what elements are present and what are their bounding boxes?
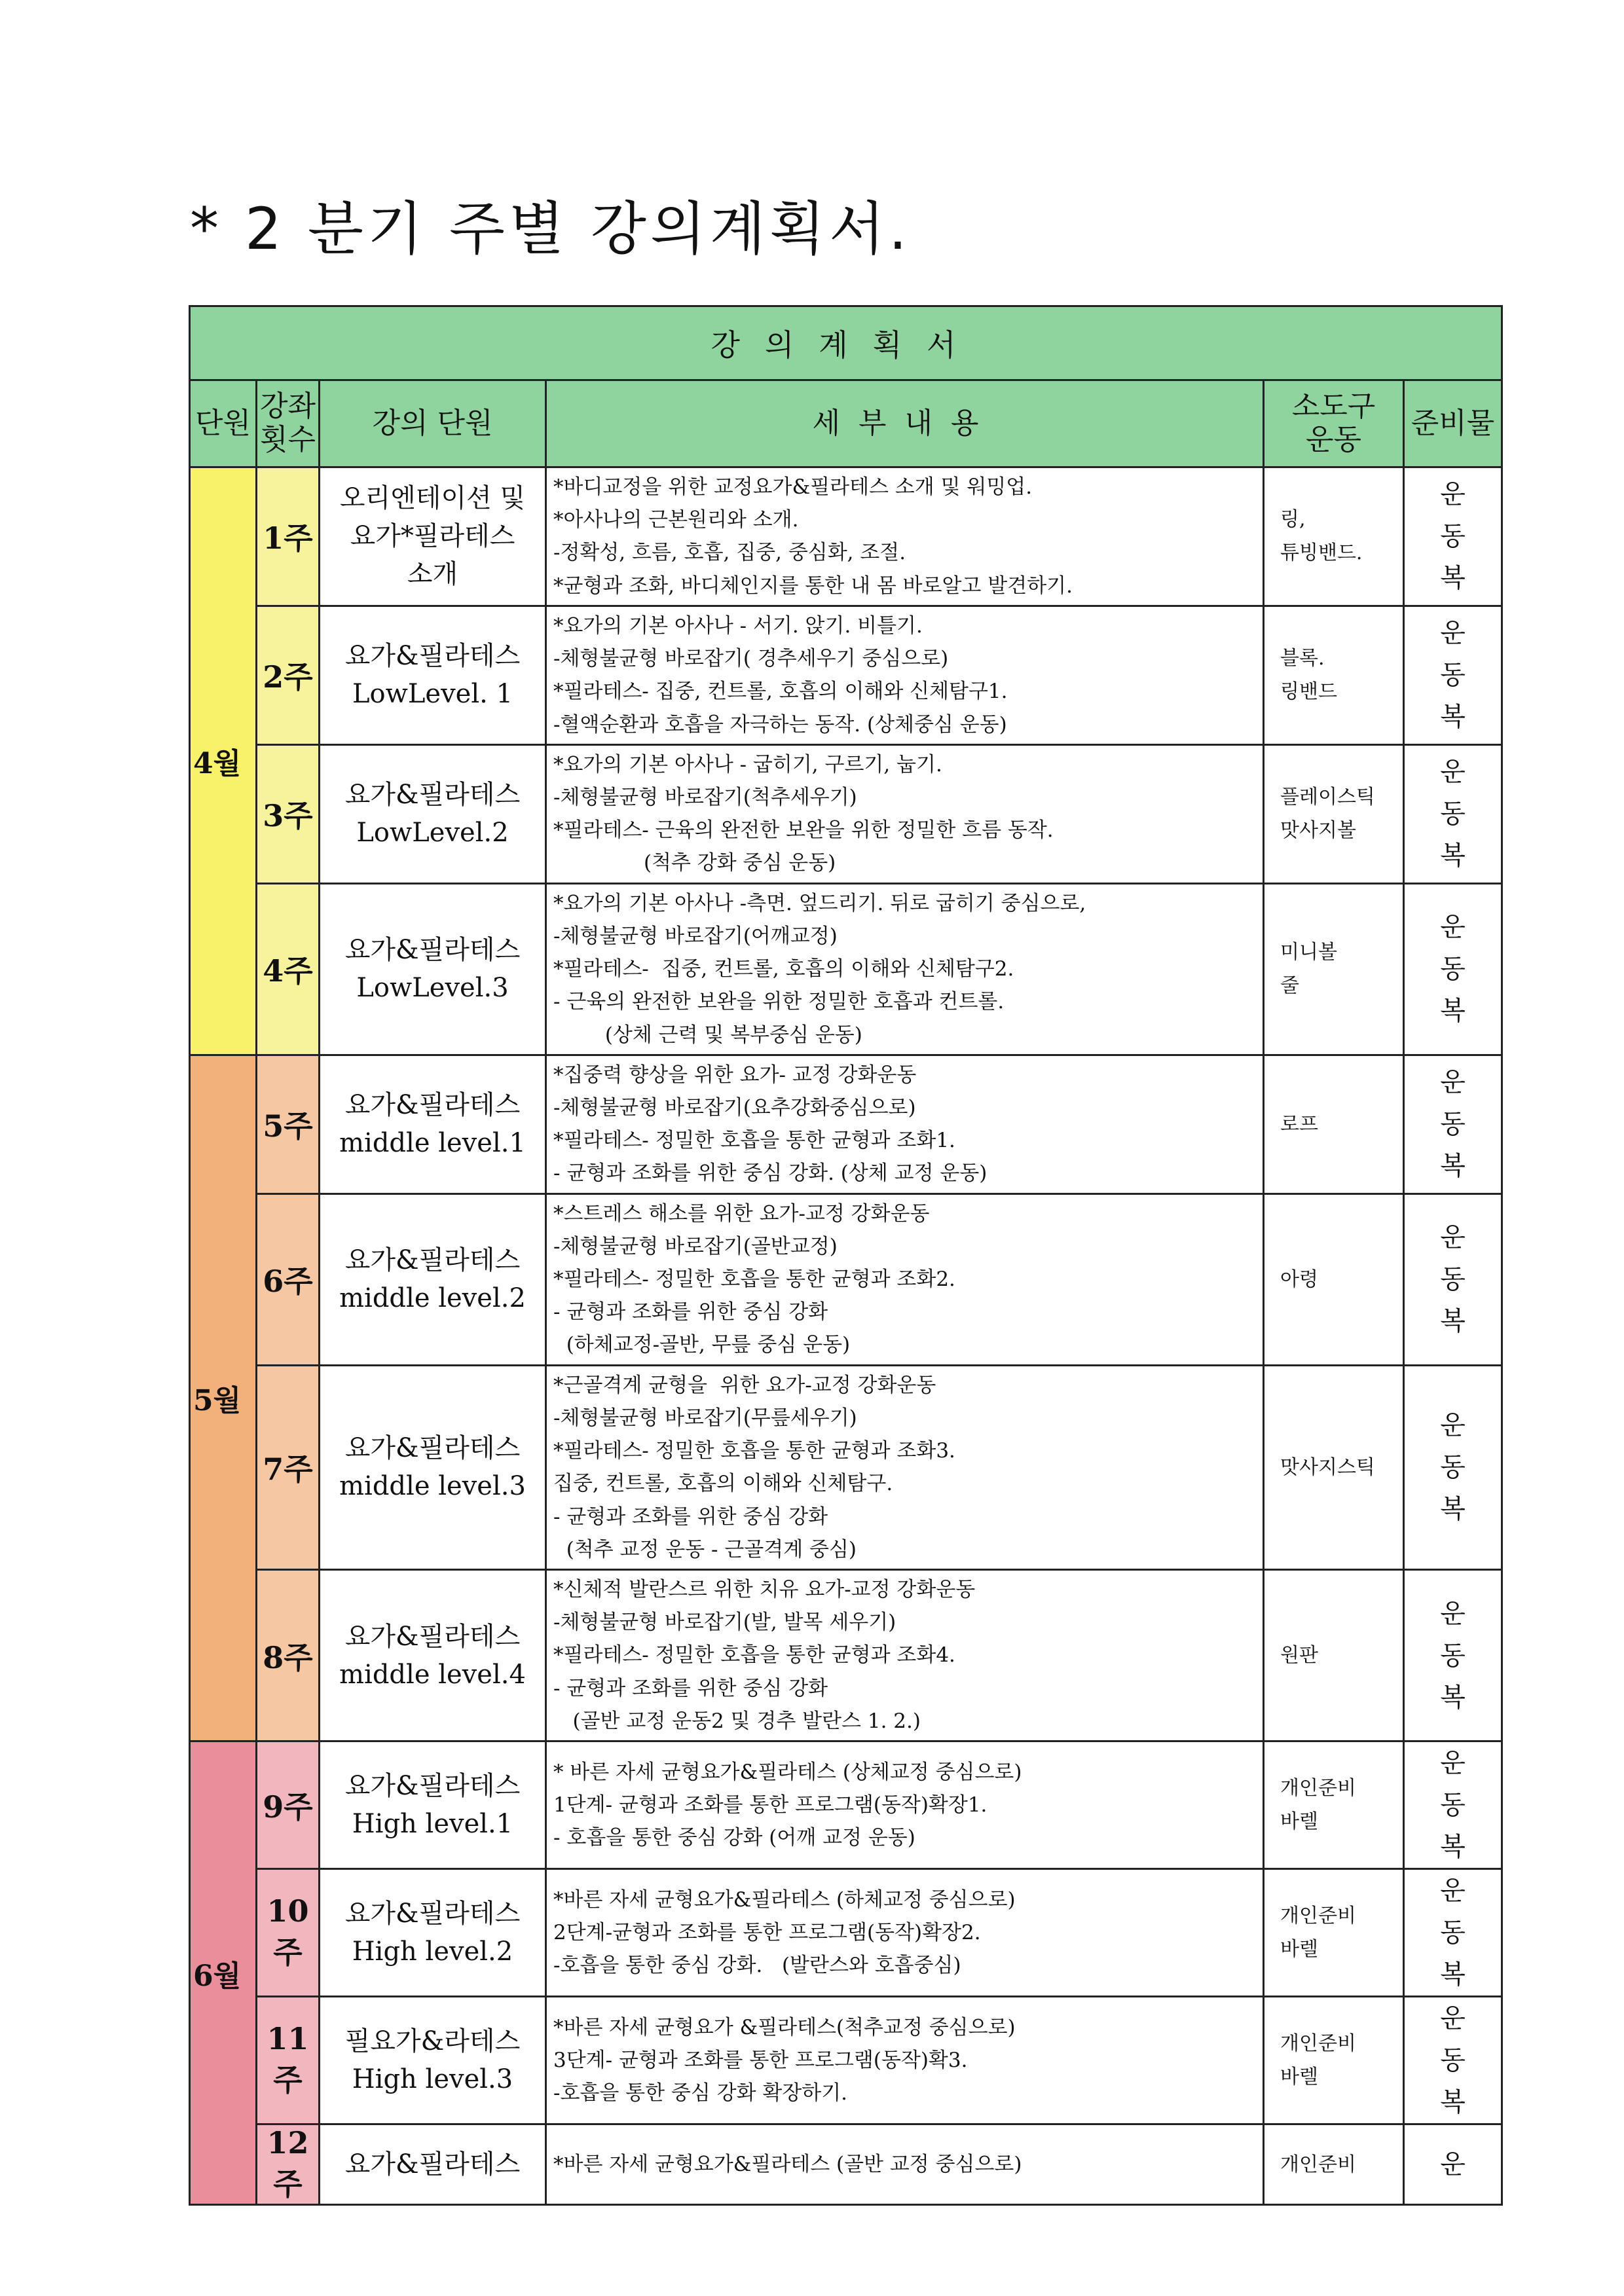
detail-line: *필라테스- 정밀한 호흡을 통한 균형과 조화4. xyxy=(553,1643,955,1667)
detail-cell xyxy=(546,467,1264,606)
lecture-unit-cell: 오리엔테이션 및 요가*필라테스 소개 xyxy=(320,467,546,606)
detail-line: (골반 교정 운동2 및 경추 발란스 1. 2.) xyxy=(553,1709,921,1733)
detail-line: *필라테스- 정밀한 호흡을 통한 균형과 조화2. xyxy=(553,1267,955,1292)
detail-line: *스트레스 해소를 위한 요가-교정 강화운동 xyxy=(553,1201,930,1226)
table-row xyxy=(190,1997,1502,2124)
lecture-unit-cell: 필요가&라테스 High level.3 xyxy=(320,1997,546,2124)
detail-line: 2단계-균형과 조화를 통한 프로그램(동작)확장2. xyxy=(553,1920,981,1944)
table-row xyxy=(190,883,1502,1055)
detail-line: (척추 교정 운동 - 근골격계 중심) xyxy=(553,1537,857,1561)
table-row xyxy=(190,744,1502,883)
week-cell: 10주 xyxy=(257,1869,320,1997)
table-row xyxy=(190,1365,1502,1569)
table-row xyxy=(190,1741,1502,1869)
tools-cell: 아령 xyxy=(1264,1194,1404,1365)
detail-line: -체형불균형 바로잡기(어깨교정) xyxy=(553,924,838,948)
lecture-unit-cell: 요가&필라테스 middle level.1 xyxy=(320,1055,546,1194)
detail-line: - 호흡을 통한 중심 강화 (어깨 교정 운동) xyxy=(553,1826,915,1850)
prep-cell: 운 동 복 xyxy=(1404,1055,1502,1194)
lecture-unit-cell: 요가&필라테스 middle level.4 xyxy=(320,1570,546,1741)
prep-cell: 운 동 복 xyxy=(1404,1869,1502,1997)
tools-cell: 플레이스틱 맛사지볼 xyxy=(1264,744,1404,883)
tools-cell: 개인준비 xyxy=(1264,2124,1404,2205)
detail-line: -혈액순환과 호흡을 자극하는 동작. (상체중심 운동) xyxy=(553,712,1007,737)
table-body xyxy=(190,467,1502,2205)
detail-line: *아사나의 근본원리와 소개. xyxy=(553,508,799,532)
header-row xyxy=(190,380,1502,467)
table-row xyxy=(190,606,1502,744)
detail-line: *바른 자세 균형요가&필라테스 (하체교정 중심으로) xyxy=(553,1887,1016,1912)
week-cell: 7주 xyxy=(257,1365,320,1569)
page-title: * 2 분기 주별 강의계획서. xyxy=(190,195,911,263)
detail-line: 집중, 컨트롤, 호흡의 이해와 신체탐구. xyxy=(553,1472,893,1496)
detail-line: *필라테스- 집중, 컨트롤, 호흡의 이해와 신체탐구2. xyxy=(553,957,1014,981)
detail-cell xyxy=(546,1741,1264,1869)
table-row xyxy=(190,1194,1502,1365)
tools-cell: 개인준비 바렐 xyxy=(1264,1869,1404,1997)
detail-line: -체형불균형 바로잡기(골반교정) xyxy=(553,1234,838,1258)
month-cell: 6월 xyxy=(190,1741,257,2205)
tools-cell: 맛사지스틱 xyxy=(1264,1365,1404,1569)
header-lecture-unit: 강의 단원 xyxy=(320,380,546,467)
lecture-unit-cell: 요가&필라테스 High level.2 xyxy=(320,1869,546,1997)
detail-line: 1단계- 균형과 조화를 통한 프로그램(동작)확장1. xyxy=(553,1793,987,1817)
header-session: 강좌 횟수 xyxy=(257,380,320,467)
detail-line: - 균형과 조화를 위한 중심 강화 xyxy=(553,1300,828,1324)
detail-line: *요가의 기본 아사나 -측면. 엎드리기. 뒤로 굽히기 중심으로, xyxy=(553,891,1086,915)
detail-line: *집중력 향상을 위한 요가- 교정 강화운동 xyxy=(553,1063,917,1087)
month-cell: 4월 xyxy=(190,467,257,1055)
detail-line: *요가의 기본 아사나 - 서기. 앉기. 비틀기. xyxy=(553,613,923,638)
week-cell: 6주 xyxy=(257,1194,320,1365)
detail-line: *필라테스- 집중, 컨트롤, 호흡의 이해와 신체탐구1. xyxy=(553,680,1008,704)
prep-cell: 운 동 복 xyxy=(1404,467,1502,606)
prep-cell: 운 동 복 xyxy=(1404,883,1502,1055)
detail-cell xyxy=(546,2124,1264,2205)
detail-line: (상체 근력 및 복부중심 운동) xyxy=(553,1023,862,1047)
header-unit: 단원 xyxy=(190,380,257,467)
lecture-plan-table xyxy=(189,305,1503,2206)
detail-line: - 균형과 조화를 위한 중심 강화 xyxy=(553,1504,828,1529)
detail-line: *균형과 조화, 바디체인지를 통한 내 몸 바로알고 발견하기. xyxy=(553,574,1073,598)
detail-line: *신체적 발란스르 위한 치유 요가-교정 강화운동 xyxy=(553,1578,976,1601)
header-prep: 준비물 xyxy=(1404,380,1502,467)
detail-line: *필라테스- 근육의 완전한 보완을 위한 정밀한 흐름 동작. xyxy=(553,818,1054,843)
prep-cell: 운 동 복 xyxy=(1404,744,1502,883)
detail-cell xyxy=(546,1365,1264,1569)
header-tools: 소도구 운동 xyxy=(1264,380,1404,467)
detail-line: -호흡을 통한 중심 강화. (발란스와 호흡중심) xyxy=(553,1954,961,1978)
detail-line: -체형불균형 바로잡기(척추세우기) xyxy=(553,785,857,809)
detail-line: -체형불균형 바로잡기(요추강화중심으로) xyxy=(553,1095,916,1120)
detail-line: - 균형과 조화를 위한 중심 강화. (상체 교정 운동) xyxy=(553,1161,987,1186)
detail-line: -체형불균형 바로잡기(무릎세우기) xyxy=(553,1406,857,1430)
week-cell: 2주 xyxy=(257,606,320,744)
detail-cell xyxy=(546,1055,1264,1194)
tools-cell: 블록. 링밴드 xyxy=(1264,606,1404,744)
detail-cell xyxy=(546,1194,1264,1365)
week-cell: 3주 xyxy=(257,744,320,883)
detail-line: * 바른 자세 균형요가&필라테스 (상체교정 중심으로) xyxy=(553,1760,1022,1784)
table-row xyxy=(190,2124,1502,2205)
detail-cell xyxy=(546,1869,1264,1997)
tools-cell: 개인준비 바렐 xyxy=(1264,1997,1404,2124)
detail-line: -체형불균형 바로잡기( 경추세우기 중심으로) xyxy=(553,647,949,671)
prep-cell: 운 동 복 xyxy=(1404,1194,1502,1365)
lecture-unit-cell: 요가&필라테스 LowLevel.2 xyxy=(320,744,546,883)
detail-line: *근골격계 균형을 위한 요가-교정 강화운동 xyxy=(553,1373,936,1397)
week-cell: 11주 xyxy=(257,1997,320,2124)
tools-cell: 미니볼 줄 xyxy=(1264,883,1404,1055)
week-cell: 9주 xyxy=(257,1741,320,1869)
detail-line: - 균형과 조화를 위한 중심 강화 xyxy=(553,1676,828,1700)
lecture-unit-cell: 요가&필라테스 LowLevel.3 xyxy=(320,883,546,1055)
detail-cell xyxy=(546,883,1264,1055)
prep-cell: 운 동 복 xyxy=(1404,1570,1502,1741)
lecture-unit-cell: 요가&필라테스 middle level.3 xyxy=(320,1365,546,1569)
week-cell: 5주 xyxy=(257,1055,320,1194)
detail-line: *바른 자세 균형요가 &필라테스(척추교정 중심으로) xyxy=(553,2015,1016,2039)
detail-line: - 근육의 완전한 보완을 위한 정밀한 호흡과 컨트롤. xyxy=(553,990,1005,1014)
detail-cell xyxy=(546,1997,1264,2124)
week-cell: 8주 xyxy=(257,1570,320,1741)
detail-line: *요가의 기본 아사나 - 굽히기, 구르기, 눕기. xyxy=(553,752,942,776)
table-banner: 강의계획서 xyxy=(190,306,1502,380)
prep-cell: 운 동 복 xyxy=(1404,1365,1502,1569)
header-detail: 세부내용 xyxy=(546,380,1264,467)
detail-line: (하체교정-골반, 무릎 중심 운동) xyxy=(553,1333,851,1357)
lecture-unit-cell: 요가&필라테스 xyxy=(320,2124,546,2205)
week-cell: 1주 xyxy=(257,467,320,606)
table-row xyxy=(190,1055,1502,1194)
detail-cell xyxy=(546,744,1264,883)
table-row xyxy=(190,1869,1502,1997)
tools-cell: 로프 xyxy=(1264,1055,1404,1194)
week-cell: 4주 xyxy=(257,883,320,1055)
detail-line: *필라테스- 정밀한 호흡을 통한 균형과 조화3. xyxy=(553,1439,955,1463)
detail-cell xyxy=(546,1570,1264,1741)
detail-cell xyxy=(546,606,1264,744)
tools-cell: 개인준비 바렐 xyxy=(1264,1741,1404,1869)
week-cell: 12주 xyxy=(257,2124,320,2205)
prep-cell: 운 동 복 xyxy=(1404,1741,1502,1869)
detail-line: *바디교정을 위한 교정요가&필라테스 소개 및 워밍업. xyxy=(553,475,1033,499)
detail-line: *필라테스- 정밀한 호흡을 통한 균형과 조화1. xyxy=(553,1129,955,1153)
detail-line: -체형불균형 바로잡기(발, 발목 세우기) xyxy=(553,1611,896,1635)
detail-line: -정확성, 흐름, 호흡, 집중, 중심화, 조절. xyxy=(553,541,906,565)
table-row xyxy=(190,1570,1502,1741)
detail-line: -호흡을 통한 중심 강화 확장하기. xyxy=(553,2081,848,2105)
prep-cell: 운 동 복 xyxy=(1404,1997,1502,2124)
table-row xyxy=(190,467,1502,606)
tools-cell: 원판 xyxy=(1264,1570,1404,1741)
lecture-unit-cell: 요가&필라테스 High level.1 xyxy=(320,1741,546,1869)
prep-cell: 운 동 복 xyxy=(1404,606,1502,744)
detail-line: *바른 자세 균형요가&필라테스 (골반 교정 중심으로) xyxy=(553,2152,1022,2176)
lecture-unit-cell: 요가&필라테스 LowLevel. 1 xyxy=(320,606,546,744)
detail-line: (척추 강화 중심 운동) xyxy=(553,851,836,875)
lecture-unit-cell: 요가&필라테스 middle level.2 xyxy=(320,1194,546,1365)
prep-cell: 운 xyxy=(1404,2124,1502,2205)
tools-cell: 링, 튜빙밴드. xyxy=(1264,467,1404,606)
month-cell: 5월 xyxy=(190,1055,257,1741)
detail-line: 3단계- 균형과 조화를 통한 프로그램(동작)확3. xyxy=(553,2048,968,2072)
